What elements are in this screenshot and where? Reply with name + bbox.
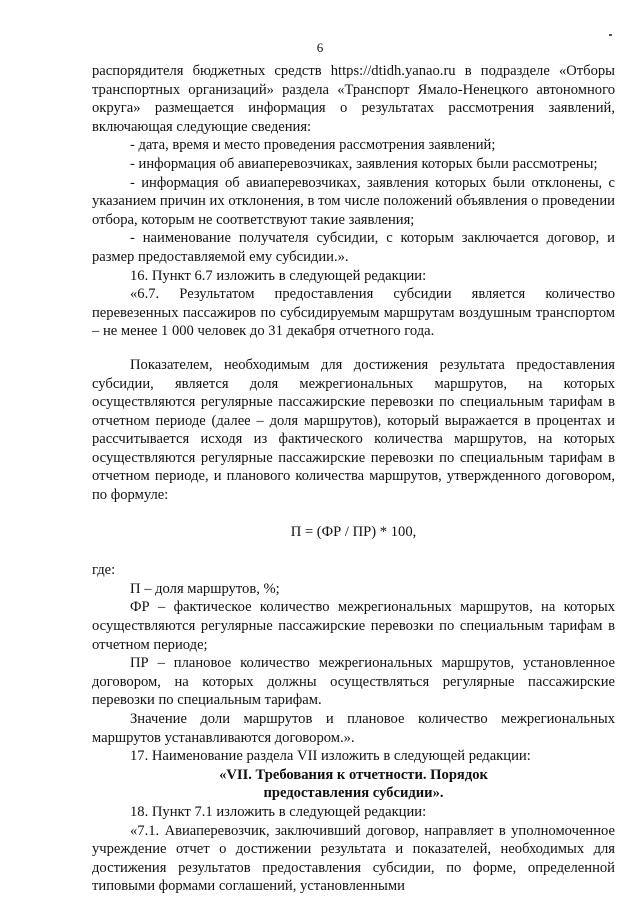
list-item: - дата, время и место проведения рассмотрения заявлений;: [130, 137, 496, 154]
formula-definition: П – доля маршрутов, %;: [130, 580, 280, 597]
formula-definition: ПР – плановое количество межрегиональных маршрутов, установленное договором, на которых должны осуществляться регулярные пассажирские перевозки по специальным тарифам.: [92, 655, 615, 709]
paragraph: «6.7. Результатом предоставления субсидии является количество перевезенных пассажиров по субсидируемым маршрутам воздушным транспортом – не менее 1 000 человек до 31 декабря отчетного года.: [92, 286, 615, 340]
page-number: 6: [316, 40, 324, 55]
paragraph: распорядителя бюджетных средств https://dtidh.yanao.ru в подразделе «Отборы транспортных организаций» раздела «Транспорт Ямало-Ненецкого автономного округа» размещается информация о результатах рассмотрения заявлений, включающая следующие сведения:: [92, 63, 615, 135]
section-16-heading: 16. Пункт 6.7 изложить в следующей редакции:: [130, 267, 427, 284]
formula-definition: ФР – фактическое количество межрегиональных маршрутов, на которых осуществляются регулярные пассажирские перевозки по специальным тарифам в отчетном периоде;: [92, 599, 615, 653]
scan-speck: [609, 34, 612, 36]
paragraph: Значение доли маршрутов и плановое количество межрегиональных маршрутов устанавливаются договором.».: [92, 711, 615, 746]
paragraph: Показателем, необходимым для достижения результата предоставления субсидии, является доля межрегиональных маршрутов, на которых осуществляются регулярные пассажирские перевозки по специальным тарифам в отчетном периоде (далее – доля маршрутов), который выражается в процентах и рассчитывается исходя из фактического количества маршрутов, на которых осуществляются регулярные пассажирские перевозки по специальным тарифам в отчетном периоде, и планового количества маршрутов, утвержденного договором, по формуле:: [92, 356, 615, 504]
section-17-heading: 17. Наименование раздела VII изложить в следующей редакции:: [130, 748, 531, 765]
section-title-line-2: предоставления субсидии».: [263, 785, 444, 802]
list-item: - информация об авиаперевозчиках, заявления которых были отклонены, с указанием причин их отклонения, в том числе положений объявления о проведении отбора, которым не соответствуют такие заявления;: [92, 174, 615, 228]
section-title-line-1: «VII. Требования к отчетности. Порядок: [219, 766, 488, 783]
formula-where: где:: [92, 562, 116, 579]
section-18-heading: 18. Пункт 7.1 изложить в следующей редакции:: [130, 803, 427, 820]
list-item: - наименование получателя субсидии, с которым заключается договор, и размер предоставляемой ему субсидии.».: [92, 230, 615, 265]
paragraph: «7.1. Авиаперевозчик, заключивший договор, направляет в уполномоченное учреждение отчет о достижении результата и показателей, необходимых для достижения результатов предоставления субсидии, по форме, определенной типовыми формами соглашений, установленными: [92, 822, 615, 895]
document-body: [92, 62, 615, 896]
list-item: - информация об авиаперевозчиках, заявления которых были рассмотрены;: [130, 155, 598, 172]
formula: П = (ФР / ПР) * 100,: [290, 523, 417, 540]
